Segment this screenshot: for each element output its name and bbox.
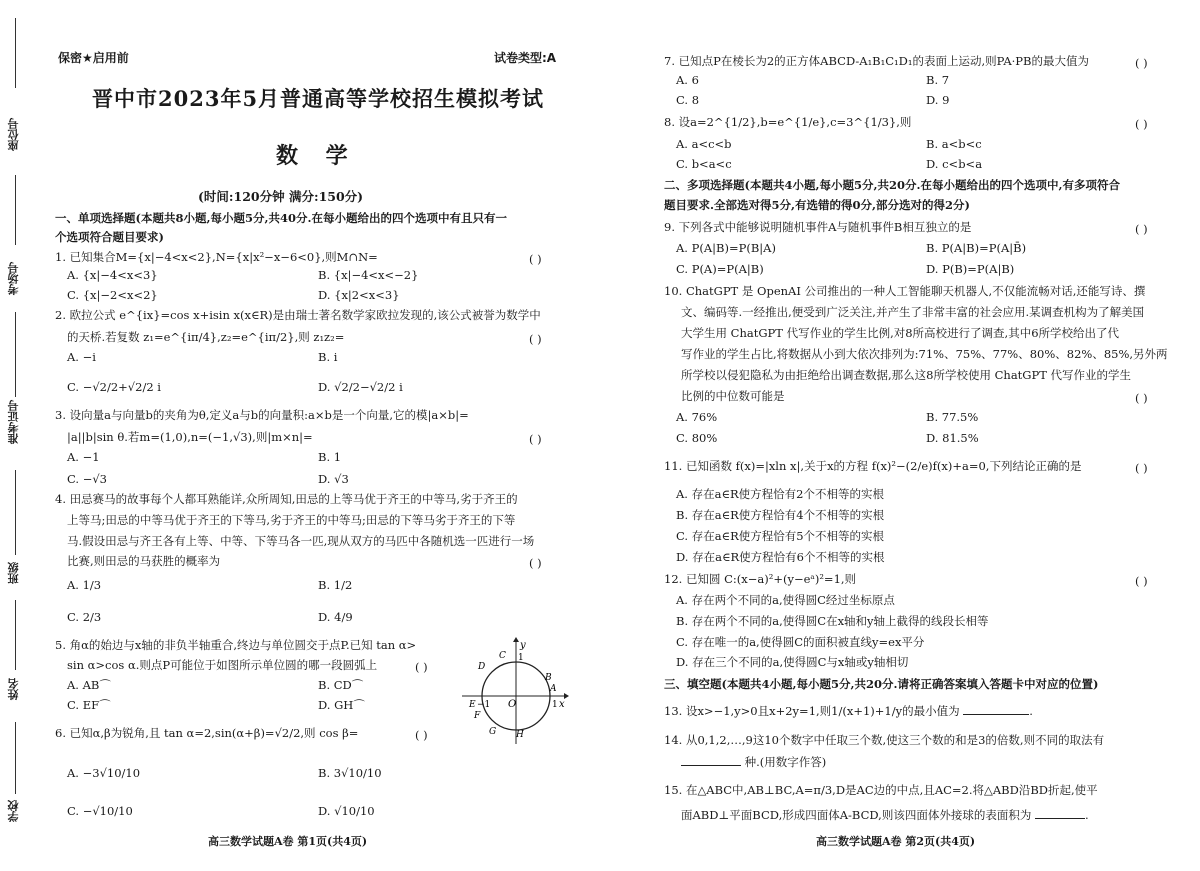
question-2-line-1: 2. 欧拉公式 e^{ix}=cos x+isin x(x∈R)是由瑞士著名数学家欧拉发现的,该公式被誉为数学中 — [55, 308, 541, 322]
point-d-label: D — [478, 662, 486, 672]
admission-number-label: 准考证号 — [7, 400, 20, 444]
q7-option-b: B. 7 — [926, 73, 950, 87]
question-4-line-2: 上等马;田忌的中等马优于齐王的下等马,劣于齐王的中等马;田忌的下等马劣于齐王的下等 — [67, 513, 516, 527]
q12-option-d: D. 存在三个不同的a,使得圆C与x轴或y轴相切 — [676, 655, 909, 669]
point-a-label: A — [550, 684, 557, 694]
q2-option-a: A. −i — [67, 350, 96, 364]
q4-option-c: C. 2/3 — [67, 610, 102, 624]
binding-line — [15, 175, 16, 245]
answer-paren[interactable]: ( ) — [1135, 574, 1148, 588]
question-13-text: 13. 设x>−1,y>0且x+2y=1,则1/(x+1)+1/y的最小值为 — [664, 704, 960, 718]
question-3-line-1: 3. 设向量a与向量b的夹角为θ,定义a与b的向量积:a×b是一个向量,它的模|a×b|= — [55, 408, 469, 422]
point-b-label: B — [545, 673, 552, 683]
q8-option-c: C. b<a<c — [676, 157, 732, 171]
question-13: 13. 设x>−1,y>0且x+2y=1,则1/(x+1)+1/y的最小值为 . — [664, 704, 1033, 718]
answer-paren[interactable]: ( ) — [1135, 56, 1148, 70]
section-1-heading-cont: 个选项符合题目要求) — [55, 230, 164, 244]
q1-option-b: B. {x|−4<x<−2} — [318, 268, 419, 282]
binding-line — [15, 18, 16, 88]
section-2-heading: 二、多项选择题(本题共4小题,每小题5分,共20分.在每小题给出的四个选项中,有多项符合 — [664, 178, 1120, 192]
answer-blank[interactable] — [1035, 818, 1085, 819]
q12-option-c: C. 存在唯一的a,使得圆C的面积被直线y=ex平分 — [676, 635, 925, 649]
page-2-footer: 高三数学试题A卷 第2页(共4页) — [816, 835, 976, 848]
point-g-label: G — [489, 727, 497, 737]
binding-line — [15, 312, 16, 397]
binding-line — [15, 722, 16, 794]
question-9: 9. 下列各式中能够说明随机事件A与随机事件B相互独立的是 — [664, 220, 972, 234]
question-10-line-3: 大学生用 ChatGPT 代写作业的学生比例,对8所高校进行了调查,其中6所学校给出了代 — [681, 326, 1120, 340]
question-12: 12. 已知圆 C:(x−a)²+(y−eᵃ)²=1,则 — [664, 572, 857, 586]
name-label: 姓名 — [7, 678, 20, 700]
answer-paren[interactable]: ( ) — [529, 332, 542, 346]
question-14-line-2-text: 种.(用数字作答) — [744, 755, 827, 769]
paper-type: 试卷类型:A — [494, 51, 557, 65]
q6-option-c: C. −√10/10 — [67, 804, 133, 818]
q8-option-a: A. a<c<b — [676, 137, 732, 151]
q4-option-d: D. 4/9 — [318, 610, 353, 624]
q1-option-a: A. {x|−4<x<3} — [67, 268, 158, 282]
section-1-heading: 一、单项选择题(本题共8小题,每小题5分,共40分.在每小题给出的四个选项中有且只有一 — [55, 211, 507, 225]
q9-option-b: B. P(A|B)=P(A|B̄) — [926, 241, 1027, 255]
question-4-line-4: 比赛,则田忌的马获胜的概率为 — [67, 554, 221, 568]
question-6: 6. 已知α,β为锐角,且 tan α=2,sin(α+β)=√2/2,则 cos β= — [55, 726, 359, 740]
q12-option-b: B. 存在两个不同的a,使得圆C在x轴和y轴上截得的线段长相等 — [676, 614, 989, 628]
y-label: y — [520, 640, 526, 651]
question-10-line-5: 所学校以侵犯隐私为由拒绝给出调查数据,那么这8所学校使用 ChatGPT 代写作业的学生 — [681, 368, 1132, 382]
q7-option-c: C. 8 — [676, 93, 700, 107]
q10-option-a: A. 76% — [676, 410, 718, 424]
question-1: 1. 已知集合M={x|−4<x<2},N={x|x²−x−6<0},则M∩N= — [55, 250, 378, 264]
point-e-label: E — [469, 700, 476, 710]
question-4-line-3: 马.假设田忌与齐王各有上等、中等、下等马各一匹,现从双方的马匹中各随机选一匹进行一场 — [67, 534, 535, 548]
page-1-footer: 高三数学试题A卷 第1页(共4页) — [208, 835, 368, 848]
time-info: (时间:120分钟 满分:150分) — [198, 189, 364, 204]
q11-option-b: B. 存在a∈R使方程恰有4个不相等的实根 — [676, 508, 885, 522]
q10-option-d: D. 81.5% — [926, 431, 979, 445]
q10-option-b: B. 77.5% — [926, 410, 979, 424]
exam-room-label: 考场号 — [7, 262, 20, 295]
question-10-line-6: 比例的中位数可能是 — [681, 389, 785, 403]
question-5-line-2: sin α>cos α.则点P可能位于如图所示单位圆的哪一段圆弧上 — [67, 658, 378, 672]
origin-label: O — [508, 699, 517, 710]
q4-option-b: B. 1/2 — [318, 578, 353, 592]
q11-option-a: A. 存在a∈R使方程恰有2个不相等的实根 — [676, 487, 884, 501]
binding-strip — [0, 0, 48, 871]
answer-paren[interactable]: ( ) — [1135, 461, 1148, 475]
question-5-line-1: 5. 角α的始边与x轴的非负半轴重合,终边与单位圆交于点P.已知 tan α> — [55, 638, 417, 652]
answer-blank[interactable] — [963, 714, 1029, 715]
q9-option-c: C. P(A)=P(A|B) — [676, 262, 764, 276]
q10-option-c: C. 80% — [676, 431, 718, 445]
subject-title: 数 学 — [276, 143, 358, 169]
class-label: 班级 — [7, 562, 20, 584]
q6-option-a: A. −3√10/10 — [67, 766, 141, 780]
binding-line — [15, 600, 16, 670]
q5-option-b: B. CD⌒ — [318, 678, 364, 692]
answer-paren[interactable]: ( ) — [1135, 391, 1148, 405]
tick-label: 1 — [518, 653, 524, 663]
q6-option-d: D. √10/10 — [318, 804, 375, 818]
x-axis-arrow — [564, 693, 569, 699]
q7-option-a: A. 6 — [676, 73, 699, 87]
unit-circle-diagram — [458, 636, 570, 746]
question-10-line-2: 文、编码等.一经推出,便受到广泛关注,并产生了非常丰富的社会应用.某调查机构为了解美国 — [681, 305, 1145, 319]
answer-blank[interactable] — [681, 765, 741, 766]
q12-option-a: A. 存在两个不同的a,使得圆C经过坐标原点 — [676, 593, 895, 607]
section-2-heading-cont: 题目要求.全部选对得5分,有选错的得0分,部分选对的得2分) — [664, 198, 970, 212]
question-14-line-1: 14. 从0,1,2,…,9这10个数字中任取三个数,使这三个数的和是3的倍数,则不同的取法有 — [664, 733, 1105, 747]
q9-option-a: A. P(A|B)=P(B|A) — [676, 241, 776, 255]
question-10-line-1: 10. ChatGPT 是 OpenAI 公司推出的一种人工智能聊天机器人,不仅能流畅对话,还能写诗、撰 — [664, 284, 1146, 298]
q3-option-c: C. −√3 — [67, 472, 107, 486]
x-label: x — [559, 699, 565, 710]
question-14-line-2 — [681, 757, 826, 769]
q2-option-b: B. i — [318, 350, 338, 364]
q6-option-b: B. 3√10/10 — [318, 766, 382, 780]
q2-option-d: D. √2/2−√2/2 i — [318, 380, 403, 394]
question-11: 11. 已知函数 f(x)=|xln x|,关于x的方程 f(x)²−(2/e)f(x)+a=0,下列结论正确的是 — [664, 459, 1082, 473]
question-3-line-2: |a||b|sin θ.若m=(1,0),n=(−1,√3),则|m×n|= — [67, 430, 313, 444]
answer-paren[interactable]: ( ) — [1135, 222, 1148, 236]
school-label: 学校 — [7, 800, 20, 822]
q7-option-d: D. 9 — [926, 93, 950, 107]
q5-option-a: A. AB⌒ — [67, 678, 111, 692]
tick-label: 1 — [552, 700, 558, 710]
q4-option-a: A. 1/3 — [67, 578, 102, 592]
question-2-line-2: 的天桥.若复数 z₁=e^{iπ/4},z₂=e^{iπ/2},则 z₁z₂= — [67, 330, 345, 344]
q2-option-c: C. −√2/2+√2/2 i — [67, 380, 161, 394]
answer-paren[interactable]: ( ) — [529, 556, 542, 570]
answer-paren[interactable]: ( ) — [415, 728, 428, 742]
point-c-label: C — [499, 651, 506, 661]
question-15-line-2: 面ABD⊥平面BCD,形成四面体A-BCD,则该四面体外接球的表面积为 . — [681, 808, 1089, 822]
q3-option-a: A. −1 — [67, 450, 100, 464]
q8-option-b: B. a<b<c — [926, 137, 982, 151]
q3-option-b: B. 1 — [318, 450, 342, 464]
q8-option-d: D. c<b<a — [926, 157, 983, 171]
q3-option-d: D. √3 — [318, 472, 349, 486]
point-f-label: F — [474, 711, 481, 721]
q11-option-d: D. 存在a∈R使方程恰有6个不相等的实根 — [676, 550, 885, 564]
q1-option-d: D. {x|2<x<3} — [318, 288, 400, 302]
answer-paren[interactable]: ( ) — [529, 432, 542, 446]
q11-option-c: C. 存在a∈R使方程恰有5个不相等的实根 — [676, 529, 885, 543]
question-15-line-2-text: 面ABD⊥平面BCD,形成四面体A-BCD,则该四面体外接球的表面积为 — [681, 808, 1032, 822]
q1-option-c: C. {x|−2<x<2} — [67, 288, 158, 302]
binding-line — [15, 470, 16, 555]
q9-option-d: D. P(B)=P(A|B) — [926, 262, 1015, 276]
question-8: 8. 设a=2^{1/2},b=e^{1/e},c=3^{1/3},则 — [664, 115, 912, 129]
confidential-mark: 保密★启用前 — [58, 51, 129, 65]
question-4-line-1: 4. 田忌赛马的故事每个人都耳熟能详,众所周知,田忌的上等马优于齐王的中等马,劣于齐王的 — [55, 492, 518, 506]
answer-paren[interactable]: ( ) — [1135, 117, 1148, 131]
question-7: 7. 已知点P在棱长为2的正方体ABCD-A₁B₁C₁D₁的表面上运动,则PA·PB的最大值为 — [664, 54, 1089, 68]
section-3-heading: 三、填空题(本题共4小题,每小题5分,共20分.请将正确答案填入答题卡中对应的位置) — [664, 677, 1099, 691]
tick-label: −1 — [477, 700, 491, 710]
answer-paren[interactable]: ( ) — [415, 660, 428, 674]
y-axis-arrow — [513, 637, 519, 642]
q5-option-d: D. GH⌒ — [318, 698, 365, 712]
exam-title: 晋中市2023年5月普通高等学校招生模拟考试 — [92, 86, 545, 111]
question-10-line-4: 写作业的学生占比,将数据从小到大依次排列为:71%、75%、77%、80%、82%、85%,另外两 — [681, 347, 1168, 361]
question-15-line-1: 15. 在△ABC中,AB⊥BC,A=π/3,D是AC边的中点,且AC=2.将△ABD沿BD折起,使平 — [664, 783, 1098, 797]
point-h-label: H — [516, 730, 524, 740]
answer-paren[interactable]: ( ) — [529, 252, 542, 266]
q5-option-c: C. EF⌒ — [67, 698, 111, 712]
seat-number-label: 座位号 — [7, 118, 20, 151]
